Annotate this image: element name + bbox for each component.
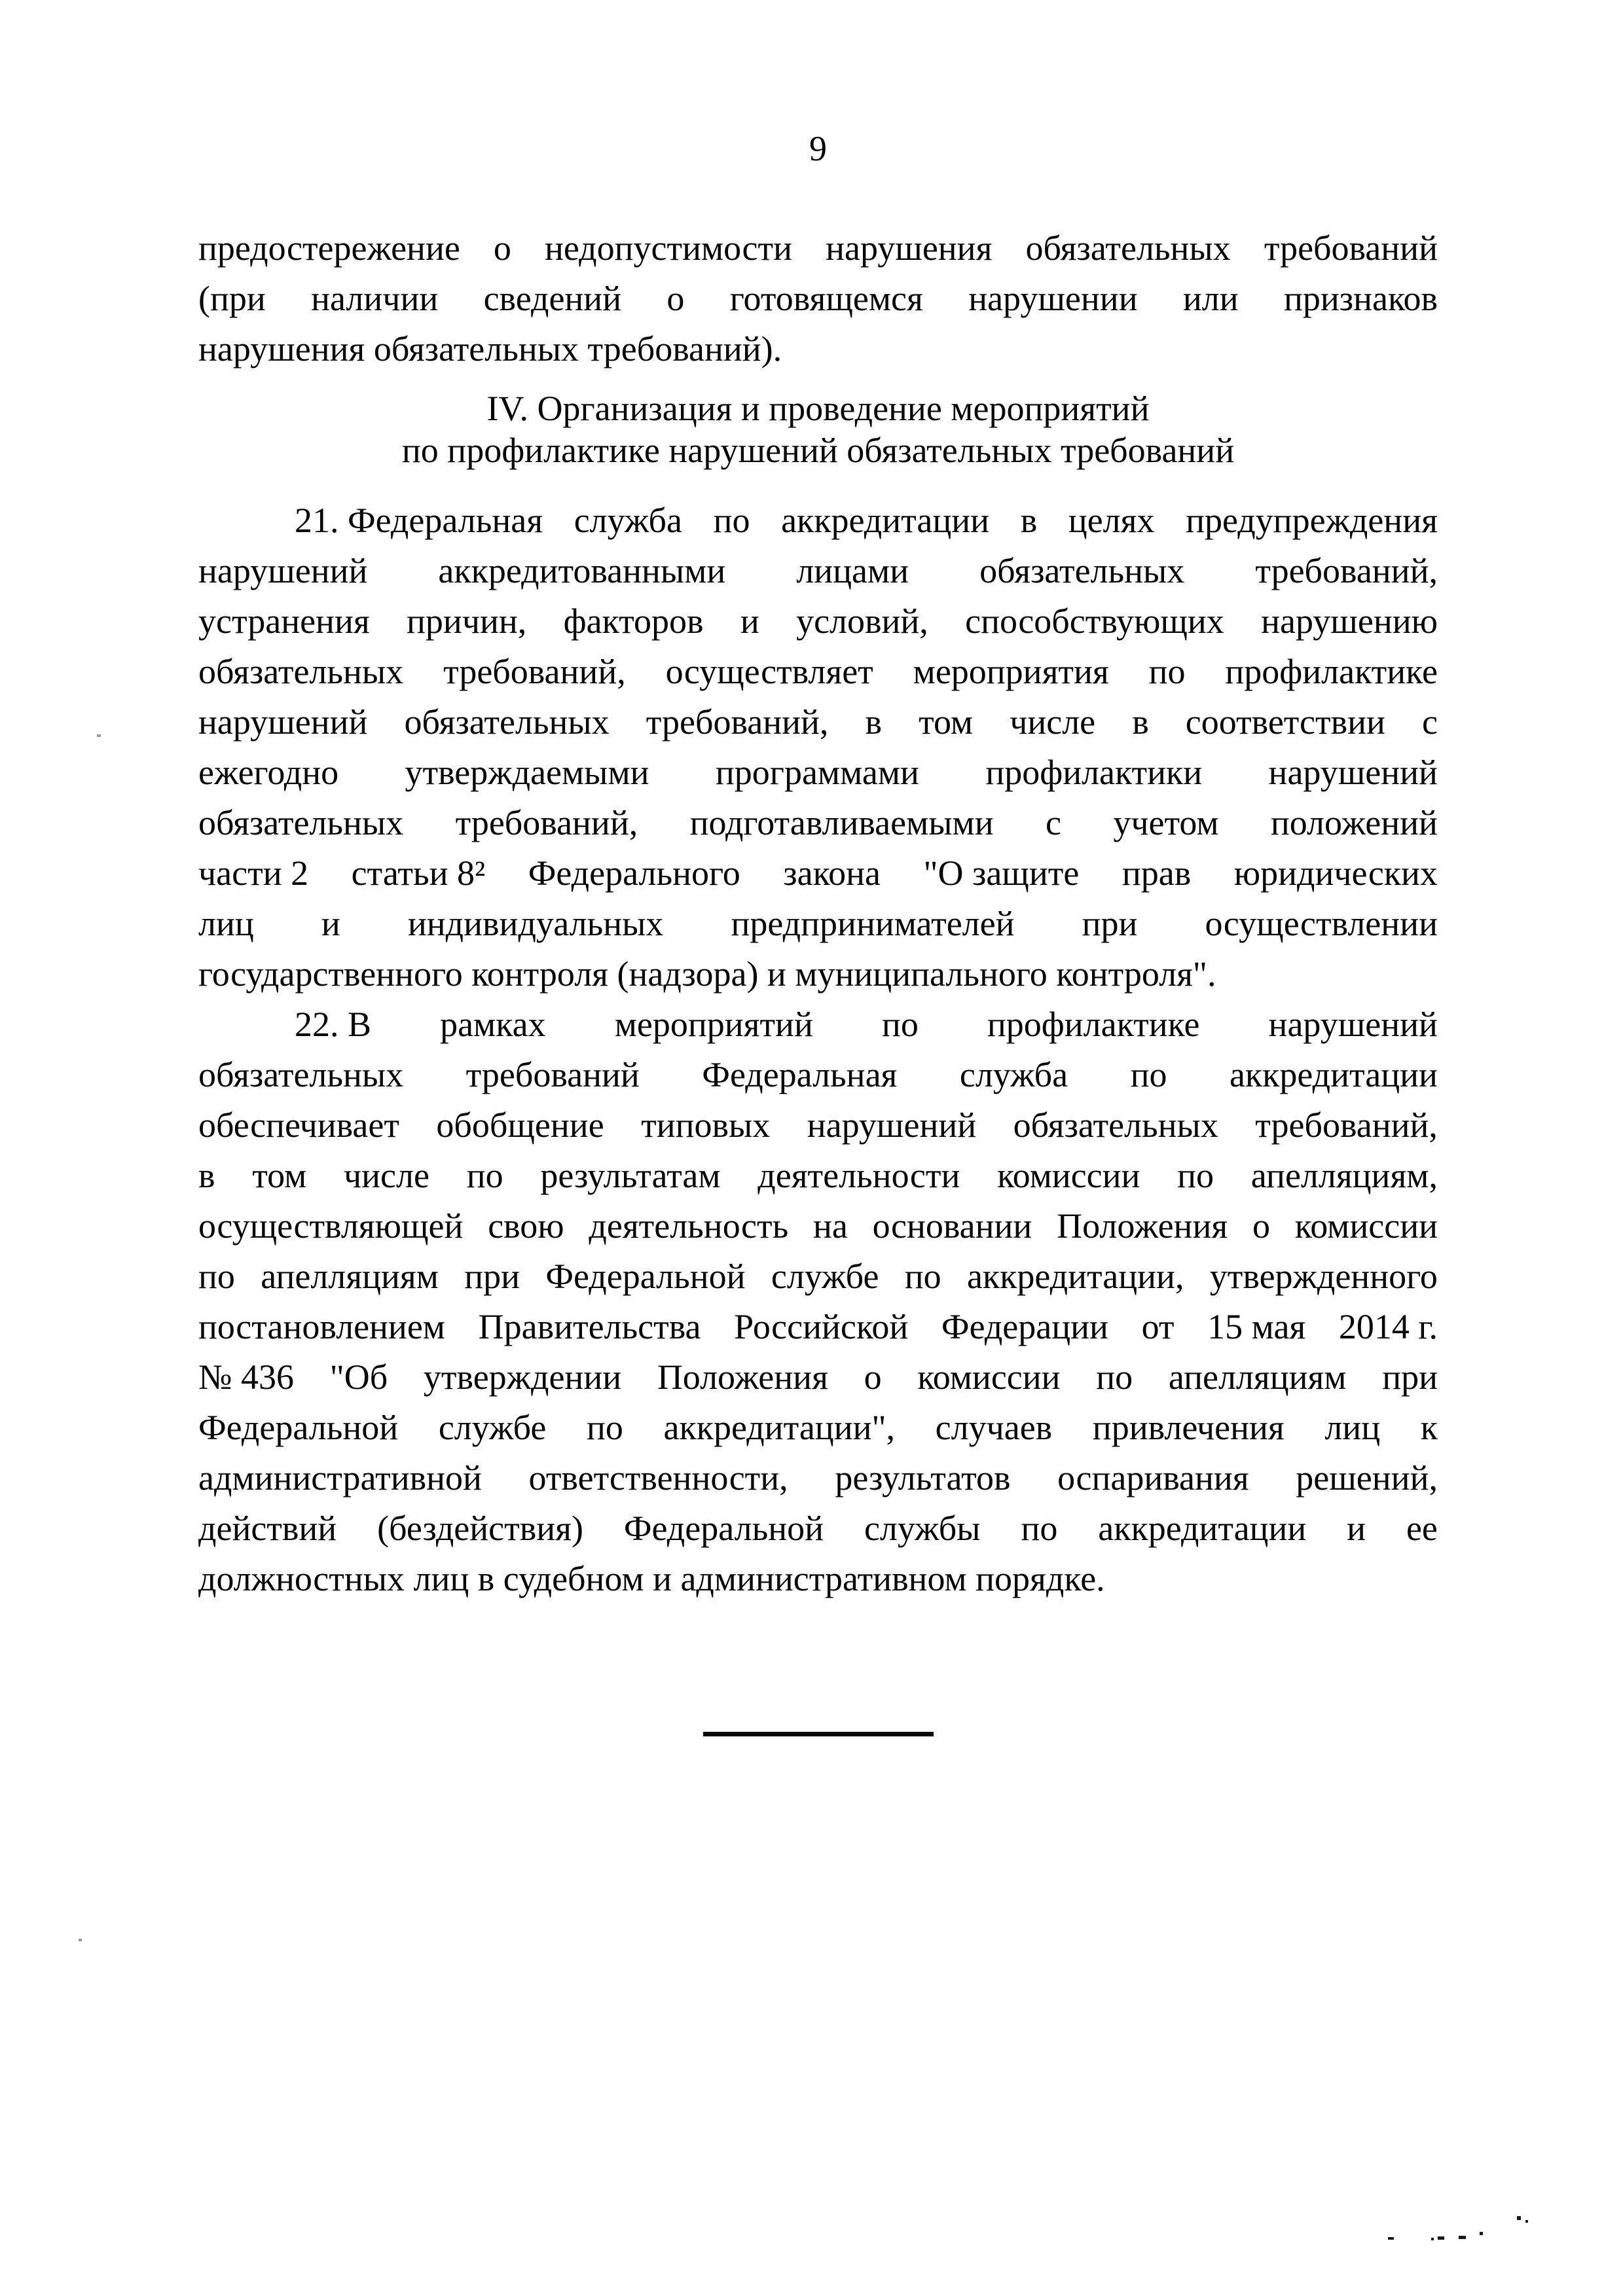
text-line: обеспечивает обобщение типовых нарушений обязательных требований,: [198, 1105, 1438, 1145]
scan-speckle: [1517, 2216, 1521, 2220]
scan-speckle: [1438, 2236, 1444, 2240]
text-line: IV. Организация и проведение мероприятий: [486, 389, 1150, 428]
text-line: лиц и индивидуальных предпринимателей при осуществлении: [198, 904, 1438, 943]
scan-speckle: [1525, 2220, 1528, 2223]
text-line: по профилактике нарушений обязательных требований: [401, 431, 1235, 470]
text-line: постановлением Правительства Российской Федерации от 15 мая 2014 г.: [198, 1307, 1438, 1346]
text-line: действий (бездействия) Федеральной службы по аккредитации и ее: [198, 1509, 1438, 1548]
paragraph-22: [198, 999, 1438, 1604]
scan-speckle: [1459, 2236, 1466, 2239]
scan-speckle: [97, 734, 101, 737]
text-line: нарушений аккредитованными лицами обязательных требований,: [198, 551, 1438, 590]
text-line: ежегодно утверждаемыми программами профилактики нарушений: [198, 753, 1438, 792]
text-line: обязательных требований, осуществляет мероприятия по профилактике: [198, 652, 1438, 691]
text-line: № 436 "Об утверждении Положения о комиссии по апелляциям при: [198, 1357, 1438, 1397]
text-line: нарушений обязательных требований, в том числе в соответствии с: [198, 702, 1438, 742]
scan-speckle: [79, 1939, 82, 1941]
text-line: осуществляющей свою деятельность на основании Положения о комиссии: [198, 1206, 1438, 1246]
text-line: Федеральной службе по аккредитации", случаев привлечения лиц к: [198, 1408, 1438, 1447]
document-body: [198, 223, 1438, 1736]
text-line: по апелляциям при Федеральной службе по аккредитации, утвержденного: [198, 1257, 1438, 1296]
text-line: 22. В рамках мероприятий по профилактике нарушений: [295, 1005, 1438, 1044]
text-line: части 2 статьи 8² Федерального закона "О защите прав юридических: [198, 853, 1438, 893]
text-line: обязательных требований, подготавливаемыми с учетом положений: [198, 803, 1438, 842]
text-line: 21. Федеральная служба по аккредитации в целях предупреждения: [295, 501, 1438, 540]
text-line: устранения причин, факторов и условий, способствующих нарушению: [198, 601, 1438, 641]
text-line: должностных лиц в судебном и административном порядке.: [198, 1559, 1105, 1598]
text-line: в том числе по результатам деятельности комиссии по апелляциям,: [198, 1156, 1438, 1195]
text-line: государственного контроля (надзора) и муниципального контроля".: [198, 954, 1216, 994]
paragraph-21: [198, 495, 1438, 999]
section-heading: [198, 387, 1438, 471]
text-line: нарушения обязательных требований).: [198, 329, 782, 368]
section-divider-line: [703, 1732, 934, 1736]
text-line: предостережение о недопустимости нарушения обязательных требований: [198, 228, 1438, 268]
scan-speckle: [1388, 2237, 1394, 2240]
text-line: административной ответственности, результатов оспаривания решений,: [198, 1458, 1438, 1498]
intro-paragraph: [198, 223, 1438, 374]
page-number: 9: [809, 129, 827, 168]
text-line: обязательных требований Федеральная служба по аккредитации: [198, 1055, 1438, 1094]
scan-speckle: [1480, 2232, 1483, 2235]
scan-speckle: [1431, 2238, 1434, 2240]
text-line: (при наличии сведений о готовящемся нарушении или признаков: [198, 279, 1438, 318]
